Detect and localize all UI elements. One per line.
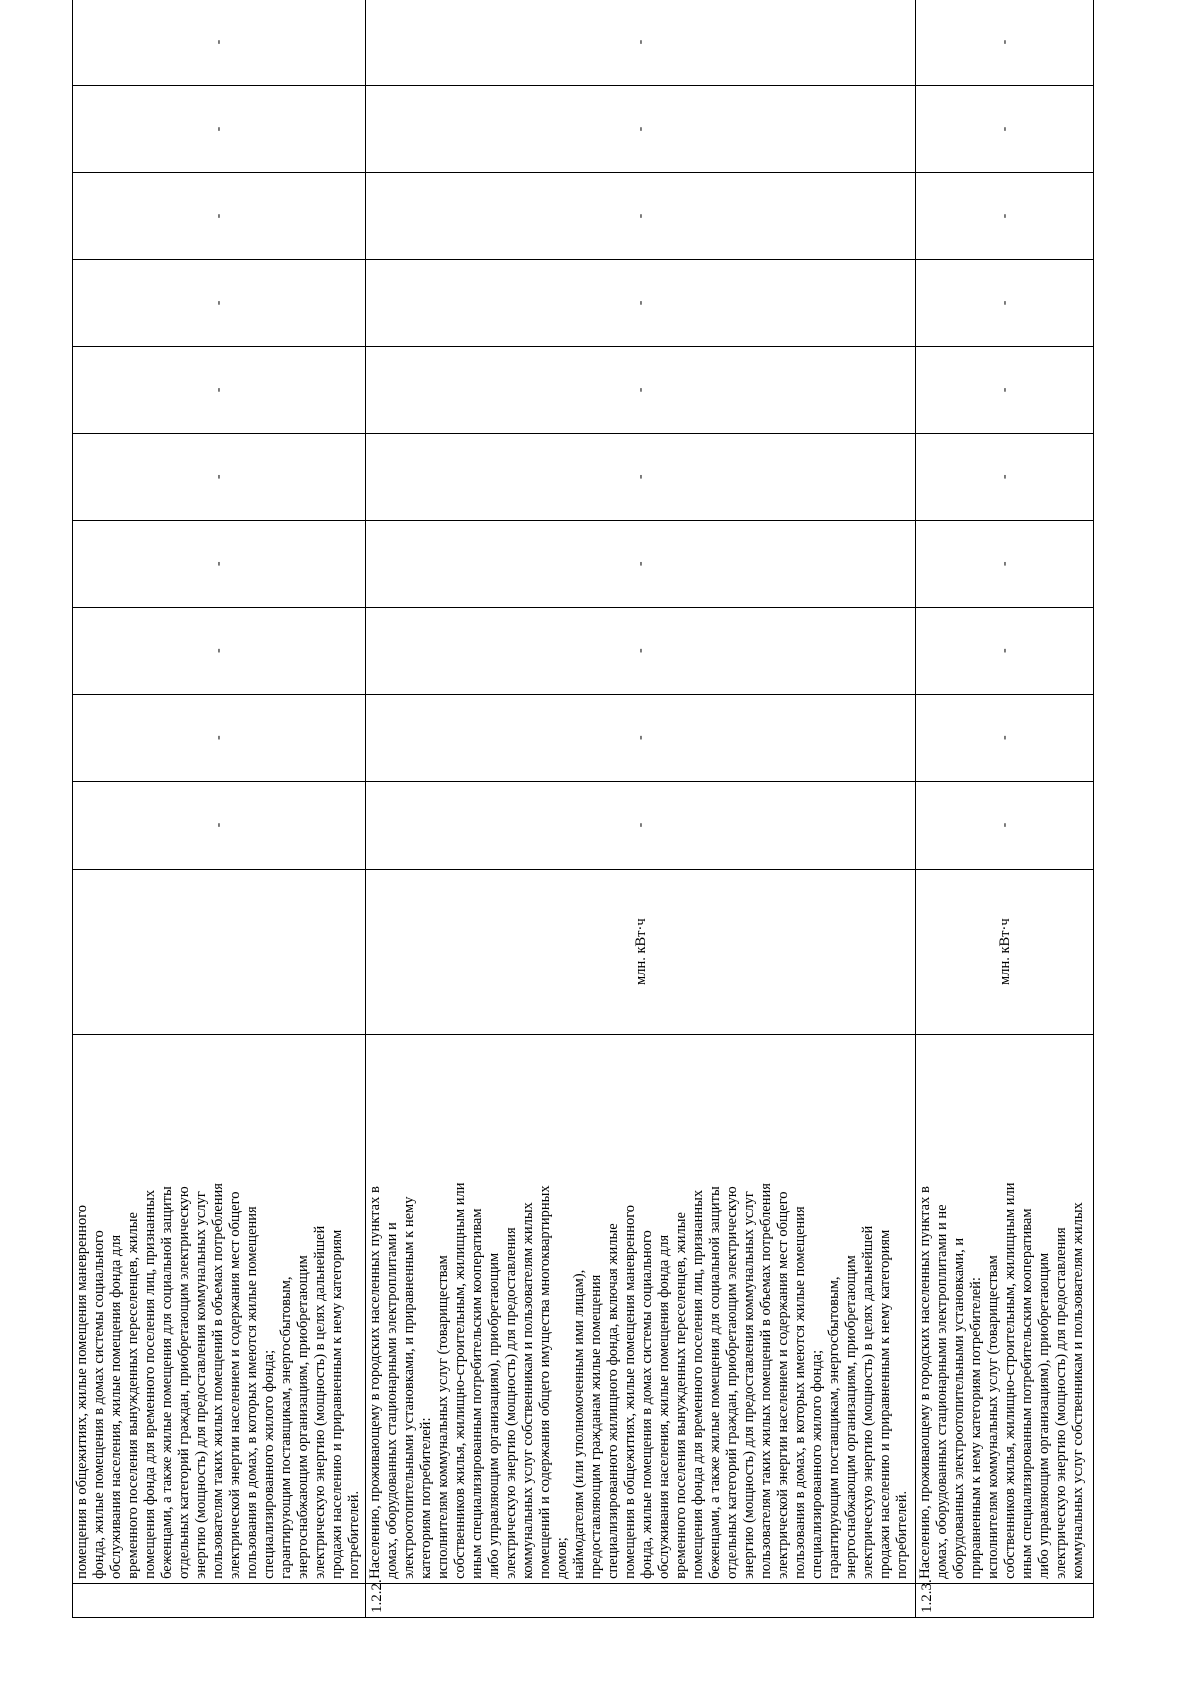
description-line: помещения фонда для временного поселения лиц, признанных xyxy=(690,1189,706,1579)
description-line: специализированного жилого фонда; xyxy=(261,1349,277,1579)
row-number-cell: 1.2.2. xyxy=(366,1583,916,1617)
description-line: временного поселения вынужденных переселенцев, жилые xyxy=(125,1212,141,1579)
value-cell: - xyxy=(73,694,366,781)
description-line: исполнителям коммунальных услуг (товариществам xyxy=(435,1255,451,1579)
value-cell: - xyxy=(366,694,916,781)
description-line: пользования в домах, в которых имеются жилые помещения xyxy=(792,1206,808,1579)
description-cell xyxy=(73,1034,366,1583)
description-line: собственников жилья, жилищно-строительным, жилищным или xyxy=(1002,1182,1018,1579)
value-cell: - xyxy=(73,433,366,520)
description-line: помещения в общежитиях, жилые помещения маневренного xyxy=(622,1204,638,1579)
description-line: отдельных категорий граждан, приобретающим электрическую xyxy=(724,1186,740,1579)
description-line: коммунальных услуг собственникам и пользователям жилых xyxy=(1070,1202,1086,1579)
description-line: пользователям таких жилых помещений в объемах потребления xyxy=(758,1183,774,1579)
description-line: специализированного жилищного фонда, включая жилые xyxy=(605,1223,621,1579)
value-cell: - xyxy=(916,694,1094,781)
description-line: либо управляющим организациям), приобретающим xyxy=(1036,1252,1052,1579)
value-cell: - xyxy=(73,520,366,607)
unit-cell: млн. кВт·ч xyxy=(916,869,1094,1034)
description-line: Населению, проживающему в городских населенных пунктах в xyxy=(917,1186,933,1579)
unit-cell: млн. кВт·ч xyxy=(366,869,916,1034)
value-cell: - xyxy=(73,0,366,86)
value-cell: - xyxy=(916,520,1094,607)
description-line: иным специализированным потребительским кооперативам xyxy=(1019,1208,1035,1579)
value-cell: - xyxy=(916,173,1094,260)
value-cell: - xyxy=(73,781,366,869)
description-line: коммунальных услуг собственникам и пользователям жилых xyxy=(520,1202,536,1579)
description-line: оборудованных электроотопительными установками, и xyxy=(951,1237,967,1579)
description-line: иным специализированным потребительским кооперативам xyxy=(469,1208,485,1579)
value-cell: - xyxy=(916,607,1094,694)
description-line: временного поселения вынужденных переселенцев, жилые xyxy=(673,1212,689,1579)
description-line: наймодателям (или уполномоченным ими лицам), xyxy=(571,1269,587,1579)
description-line: домах, оборудованных стационарными электроплитами и не xyxy=(934,1204,950,1579)
description-line: помещений и содержания общего имущества многоквартирных xyxy=(537,1185,553,1579)
description-line: энергию (мощность) для предоставления коммунальных услуг xyxy=(193,1191,209,1579)
description-line: домов; xyxy=(554,1537,570,1579)
description-line: собственников жилья, жилищно-строительным, жилищным или xyxy=(452,1182,468,1579)
value-cell: - xyxy=(366,0,916,86)
description-line: электрическую энергию (мощность) для предоставления xyxy=(1053,1227,1069,1579)
description-line: специализированного жилого фонда; xyxy=(809,1349,825,1579)
description-line: помещения фонда для временного поселения лиц, признанных xyxy=(142,1189,158,1579)
row-number-cell xyxy=(73,1583,366,1617)
description-line: исполнителям коммунальных услуг (товариществам xyxy=(985,1255,1001,1579)
description-line: помещения в общежитиях, жилые помещения маневренного xyxy=(74,1204,90,1579)
description-line: беженцами, а также жилые помещения для социальной защиты xyxy=(159,1186,175,1579)
tariff-table xyxy=(72,0,1094,1618)
description-line: Населению, проживающему в городских населенных пунктах в xyxy=(367,1186,383,1579)
table-row xyxy=(366,0,916,1618)
value-cell: - xyxy=(366,346,916,433)
description-line: категориям потребителей: xyxy=(418,1417,434,1579)
value-cell: - xyxy=(73,86,366,173)
description-line: продажи населению и приравненным к нему категориям xyxy=(877,1229,893,1579)
description-line: электрическую энергию (мощность) в целях дальнейшей xyxy=(860,1225,876,1579)
value-cell: - xyxy=(366,86,916,173)
description-line: энергоснабжающим организациям, приобретающим xyxy=(843,1255,859,1579)
description-line: потребителей. xyxy=(894,1490,910,1579)
value-cell: - xyxy=(916,259,1094,346)
value-cell: - xyxy=(366,173,916,260)
description-line: потребителей. xyxy=(346,1490,362,1579)
description-line: обслуживания населения, жилые помещения фонда для xyxy=(108,1234,124,1579)
description-line: электроотопительными установками, и приравненным к нему xyxy=(401,1196,417,1579)
description-line: гарантирующим поставщикам, энергосбытовым, xyxy=(826,1276,842,1579)
description-line: фонда, жилые помещения в домах системы социального xyxy=(639,1230,655,1579)
value-cell: - xyxy=(73,259,366,346)
description-line: обслуживания населения, жилые помещения фонда для xyxy=(656,1234,672,1579)
value-cell: - xyxy=(73,173,366,260)
description-line: электрической энергии населением и содержания мест общего xyxy=(227,1191,243,1579)
value-cell: - xyxy=(366,781,916,869)
description-line: пользователям таких жилых помещений в объемах потребления xyxy=(210,1183,226,1579)
value-cell: - xyxy=(366,433,916,520)
description-line: пользования в домах, в которых имеются жилые помещения xyxy=(244,1206,260,1579)
description-cell xyxy=(366,1034,916,1583)
value-cell: - xyxy=(73,346,366,433)
description-line: электрической энергии населением и содержания мест общего xyxy=(775,1191,791,1579)
value-cell: - xyxy=(366,607,916,694)
value-cell: - xyxy=(73,607,366,694)
description-line: домах, оборудованных стационарными электроплитами и xyxy=(384,1222,400,1579)
value-cell: - xyxy=(916,86,1094,173)
value-cell: - xyxy=(916,433,1094,520)
table-row xyxy=(916,0,1094,1618)
description-line: беженцами, а также жилые помещения для социальной защиты xyxy=(707,1186,723,1579)
description-line: либо управляющим организациям), приобретающим xyxy=(486,1252,502,1579)
row-number-cell: 1.2.3. xyxy=(916,1583,1094,1617)
description-line: отдельных категорий граждан, приобретающим электрическую xyxy=(176,1186,192,1579)
description-line: энергию (мощность) для предоставления коммунальных услуг xyxy=(741,1191,757,1579)
value-cell: - xyxy=(366,259,916,346)
value-cell: - xyxy=(916,0,1094,86)
description-line: энергоснабжающим организациям, приобретающим xyxy=(295,1255,311,1579)
description-line: предоставляющим гражданам жилые помещения xyxy=(588,1274,604,1579)
description-line: приравненным к нему категориям потребителей: xyxy=(968,1277,984,1579)
description-line: продажи населению и приравненным к нему категориям xyxy=(329,1229,345,1579)
value-cell: - xyxy=(916,346,1094,433)
description-line: гарантирующим поставщикам, энергосбытовым, xyxy=(278,1276,294,1579)
description-cell xyxy=(916,1034,1094,1583)
unit-cell xyxy=(73,869,366,1034)
description-line: фонда, жилые помещения в домах системы социального xyxy=(91,1230,107,1579)
value-cell: - xyxy=(916,781,1094,869)
rotated-page xyxy=(72,0,1172,1618)
value-cell: - xyxy=(366,520,916,607)
table-row xyxy=(73,0,366,1618)
description-line: электрическую энергию (мощность) в целях дальнейшей xyxy=(312,1225,328,1579)
description-line: электрическую энергию (мощность) для предоставления xyxy=(503,1227,519,1579)
